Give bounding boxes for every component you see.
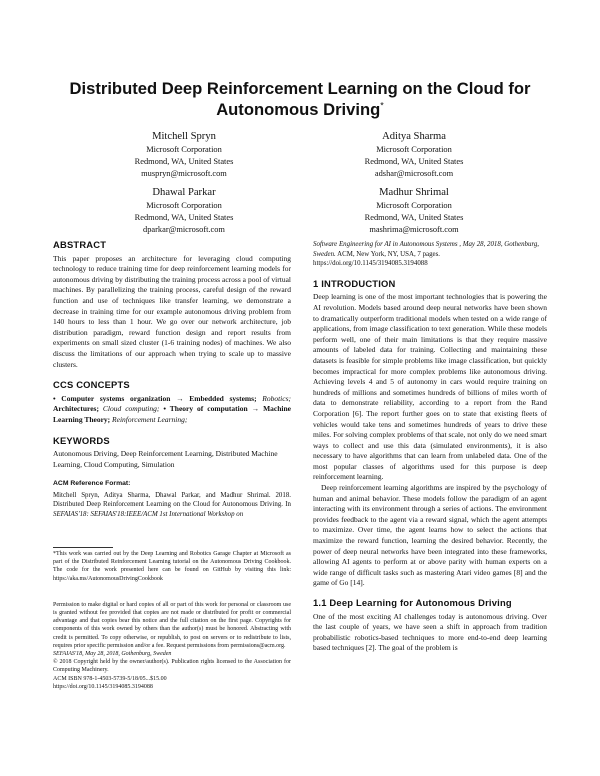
author-3 [84,185,284,236]
copyright-line: © 2018 Copyright held by the owner/author(s). Publication rights licensed to the Association for Computing Machinery. [53,659,291,674]
abstract-text: This paper proposes an architecture for leveraging cloud computing technology to reduce training time for deep reinforcement learning models for autonomous driving by distributing the training process across a pool of virtual machines. By parallelizing the training process, careful design of the reward function and use of techniques like transfer learning, we demonstrate a decrease in training time for our example autonomous driving problem from 140 hours to less than 1 hour. We go over our network architecture, job distribution paradigm, reward function design and report results from experiments on small sized cluster (1-6 training nodes) of machines. We also discuss the limitations of our approach when trying to scale up to massive clusters. [53,253,291,369]
author-name: Mitchell Spryn [152,131,216,142]
author-1 [84,129,284,180]
author-name: Madhur Shrimal [379,187,449,198]
footnote-rule [53,547,113,548]
author-org: Microsoft Corporation [376,145,452,154]
author-4 [314,185,514,236]
author-name: Dhawal Parkar [152,187,216,198]
reference-venue: SEFAIAS'18: SEFAIAS'18:IEEE/ACM 1st International Workshop on [53,511,244,519]
author-name: Aditya Sharma [382,131,446,142]
footnote-block [53,550,291,691]
abstract-heading: ABSTRACT [53,239,107,250]
conference-line: SEFAIAS'18, May 28, 2018, Gothenburg, Sweden [53,651,172,658]
right-column [313,240,547,654]
reference-body: Mitchell Spryn, Aditya Sharma, Dhawal Parkar, and Madhur Shrimal. 2018. Distributed Deep Reinforcement Learning on the Cloud for Autonomous Driving. In [53,491,291,509]
author-location: Redmond, WA, United States [364,157,464,166]
reference-text [53,491,291,520]
ccs-term: Robotics; [262,393,291,403]
title-text: Distributed Deep Reinforcement Learning on the Cloud for Autonomous Driving [69,79,531,119]
intro-paragraph-1: Deep learning is one of the most important technologies that is powering the AI revolution. Models based around deep neural networks have been shown to dramatically outperform traditional models when tested on a wide range of applications, from image classification to text generation. While these models perform well, one of their main limitations is that they require massive amounts of labeled data for training. Collecting and maintaining these datasets is feasible for simple problems like image classification, but quickly becomes impractical for more complex problems like autonomous driving. Achieving levels 4 and 5 of autonomy in cars would require training on hundreds of millions and sometimes hundreds of billions of miles worth of data to demonstrate reliability, according to a report from the Rand Corporation [6]. The report further goes on to state that existing fleets of vehicles would take tens and sometimes hundreds of years to drive these miles. For solving complex problems of that scale, not only do we need smart ways to collect and use this data (simulated environments), it is also necessary to have algorithms that can learn from unlabeled data. One of the most popular classes of algorithms used for this purpose is deep reinforcement learning. [313,292,547,482]
author-email: dparkar@microsoft.com [143,225,225,234]
venue-line [313,240,547,269]
subsection-heading: 1.1 Deep Learning for Autonomous Driving [313,597,512,608]
ccs-term: Cloud computing; [102,404,160,414]
subsection-paragraph: One of the most exciting AI challenges today is autonomous driving. Over the last couple of years, we have seen a shift in approach from tradition probabilistic robotics-based techniques to more end-to-end deep learning based techniques [2]. The goal of the problem is [313,611,547,653]
author-location: Redmond, WA, United States [364,213,464,222]
author-org: Microsoft Corporation [376,201,452,210]
venue-italic: Software Engineering for AI in Autonomous Systems , May 28, 2018, Gothenburg, Sweden. [313,241,540,258]
ccs-term: Reinforcement Learning; [112,414,188,424]
author-2 [314,129,514,180]
intro-paragraph-2: Deep reinforcement learning algorithms are inspired by the psychology of human and animal behavior. These models follow the paradigm of an agent interacting with its environment through a series of actions. The environment provides feedback to the agent via a reward signal, which the agent attempts to maximize. Over time, the agent learns how to select the actions that maximize the reward function, learning the desired behavior. Recently, the power of deep neural networks have been integrated into these frameworks, allowing AI agents to perform at or above parity with human experts on a wide range of difficult tasks such as mastering Atari video games [8] and the game of Go [14]. [313,483,547,588]
paper-title [60,78,540,120]
ccs-text [53,394,291,426]
author-location: Redmond, WA, United States [134,213,234,222]
permission-notice: Permission to make digital or hard copies of all or part of this work for personal or classroom use is granted without fee provided that copies are not made or distributed for profit or commercial advantage and that copies bear this notice and the full citation on the first page. Copyrights for components of this work owned by others than the author(s) must be honored. Abstracting with credit is permitted. To copy otherwise, or republish, to post on servers or to redistribute to lists, requires prior specific permission and/or a fee. Request permissions from permissions@acm.org. [53,601,291,649]
left-column [53,240,291,520]
keywords-text: Autonomous Driving, Deep Reinforcement Learning, Distributed Machine Learning, Cloud Computing, Simulation [53,449,278,469]
footnote-star: *This work was carried out by the Deep Learning and Robotics Garage Chapter at Microsoft as part of the Distributed Reinforcement Learning tutorial on the Autonomous Driving Cookbook. The code for the work presented here can be found on GitHub by visiting this link: https://aka.ms/AutonomousDrivingCookbook [53,551,291,582]
author-email: mashrima@microsoft.com [369,225,459,234]
doi-link[interactable]: https://doi.org/10.1145/3194085.3194088 [53,683,153,690]
title-footnote-mark: * [380,100,384,111]
venue-rest: ACM, New York, NY, USA, 7 pages. https://doi.org/10.1145/3194085.3194088 [313,250,440,268]
author-email: adshar@microsoft.com [374,169,454,178]
isbn-line: ACM ISBN 978-1-4503-5739-5/18/05...$15.00 [53,675,167,682]
reference-heading: ACM Reference Format: [53,480,131,488]
author-location: Redmond, WA, United States [134,157,234,166]
author-email: muspryn@microsoft.com [141,169,227,178]
ccs-bullet-2: • Theory of computation → Machine Learning Theory; [53,404,291,424]
author-org: Microsoft Corporation [146,201,222,210]
author-org: Microsoft Corporation [146,145,222,154]
ccs-term: Architectures; [53,404,99,414]
intro-heading: 1 INTRODUCTION [313,277,396,289]
ccs-heading: CCS CONCEPTS [53,379,130,391]
ccs-bullet-1: • Computer systems organization → Embedded systems; [53,393,257,403]
keywords-heading: KEYWORDS [53,434,110,446]
